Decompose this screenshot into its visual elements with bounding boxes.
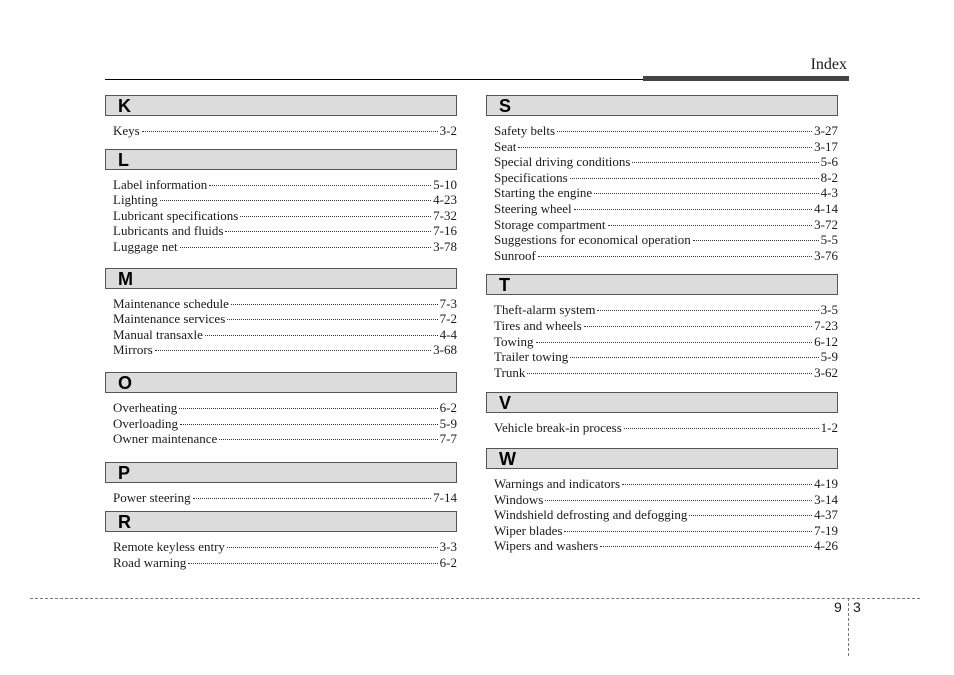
index-entry [113, 177, 457, 193]
index-entry-page: 7-32 [433, 207, 457, 223]
index-section-o [105, 372, 457, 462]
dot-leader [219, 439, 437, 440]
index-entry-page: 4-26 [814, 538, 838, 554]
index-entry-label: Theft-alarm system [494, 302, 596, 318]
index-entry-page: 3-76 [814, 247, 838, 263]
index-entry [113, 539, 457, 555]
dot-leader [624, 428, 819, 429]
dot-leader [227, 547, 438, 548]
index-entry [113, 431, 457, 447]
index-entry [113, 400, 457, 416]
index-entry-page: 4-19 [814, 475, 838, 491]
index-entry [494, 507, 838, 523]
index-entry-page: 4-37 [814, 507, 838, 523]
index-entry-label: Road warning [113, 554, 187, 570]
index-entry-page: 3-68 [433, 342, 457, 358]
index-entry-label: Luggage net [113, 238, 178, 254]
dot-leader [632, 162, 818, 163]
index-entry-label: Maintenance services [113, 311, 226, 327]
index-entry-page: 3-3 [439, 539, 457, 555]
dot-leader [205, 335, 438, 336]
dot-leader [240, 216, 431, 217]
index-entry-page: 5-5 [820, 232, 838, 248]
section-spacer [105, 358, 457, 372]
index-entry-label: Power steering [113, 489, 191, 505]
index-entry-list [105, 289, 457, 358]
index-entry-page: 4-4 [439, 326, 457, 342]
index-entry-label: Remote keyless entry [113, 539, 225, 555]
section-spacer [486, 436, 838, 448]
dot-leader [597, 310, 818, 311]
dot-leader [557, 131, 812, 132]
index-entry [113, 192, 457, 208]
index-entry-page: 6-12 [814, 333, 838, 349]
index-section-k [105, 95, 457, 149]
index-entry-label: Lubricants and fluids [113, 223, 224, 239]
index-entry [494, 492, 838, 508]
index-entry-label: Label information [113, 176, 208, 192]
index-entry-label: Steering wheel [494, 200, 572, 216]
index-entry [113, 555, 457, 571]
index-entry [494, 318, 838, 334]
index-entry-label: Overloading [113, 415, 178, 431]
index-entry [494, 232, 838, 248]
index-entry [494, 154, 838, 170]
index-entry-page: 4-23 [433, 192, 457, 208]
index-entry-label: Overheating [113, 399, 178, 415]
index-entry-page: 3-72 [814, 216, 838, 232]
header-rule-thick [643, 76, 849, 81]
dot-leader [180, 247, 432, 248]
dot-leader [155, 350, 431, 351]
section-letter-header: L [105, 149, 457, 170]
dot-leader [209, 185, 431, 186]
index-entry-label: Seat [494, 138, 517, 154]
dot-leader [574, 209, 813, 210]
index-entry-list [486, 469, 838, 554]
dot-leader [225, 231, 431, 232]
index-entry-page: 4-3 [820, 185, 838, 201]
index-entry-list [105, 393, 457, 447]
index-column-left [105, 95, 457, 571]
section-spacer [105, 255, 457, 268]
index-entry-label: Mirrors [113, 342, 153, 358]
index-entry [494, 523, 838, 539]
index-entry [494, 349, 838, 365]
dot-leader [693, 240, 819, 241]
index-entry-label: Specifications [494, 169, 568, 185]
index-entry [113, 342, 457, 358]
index-entry-page: 7-23 [814, 317, 838, 333]
footer-page-number: 3 [853, 599, 861, 615]
index-entry-page: 7-2 [439, 311, 457, 327]
index-entry-page: 3-5 [820, 302, 838, 318]
index-entry [113, 311, 457, 327]
dot-leader [570, 357, 818, 358]
index-entry-page: 8-2 [820, 169, 838, 185]
index-entry [494, 185, 838, 201]
dot-leader [193, 498, 432, 499]
index-entry-page: 5-9 [439, 415, 457, 431]
index-section-p [105, 462, 457, 512]
index-entry-page: 7-7 [439, 431, 457, 447]
index-entry-label: Owner maintenance [113, 431, 218, 447]
index-entry [494, 139, 838, 155]
index-entry-label: Maintenance schedule [113, 295, 229, 311]
index-entry-list [105, 170, 457, 255]
index-entry-page: 3-62 [814, 364, 838, 380]
index-entry-label: Manual transaxle [113, 326, 203, 342]
dot-leader [538, 256, 812, 257]
index-entry-label: Special driving conditions [494, 154, 631, 170]
index-entry-label: Lighting [113, 192, 158, 208]
footer-rule [30, 598, 920, 599]
dot-leader [227, 319, 437, 320]
index-entry-label: Keys [113, 123, 140, 138]
index-entry [494, 420, 838, 436]
index-entry-label: Trunk [494, 364, 526, 380]
index-entry-page: 3-78 [433, 238, 457, 254]
section-spacer [105, 447, 457, 462]
index-entry [494, 476, 838, 492]
index-entry [494, 123, 838, 139]
index-entry-page: 7-19 [814, 522, 838, 538]
index-entry [494, 248, 838, 264]
section-letter-header: M [105, 268, 457, 289]
index-entry [113, 208, 457, 224]
index-entry [113, 327, 457, 343]
index-entry-label: Wiper blades [494, 522, 563, 538]
index-entry-page: 1-2 [820, 420, 838, 436]
index-entry-list [486, 413, 838, 436]
section-spacer [486, 554, 838, 567]
index-entry [113, 223, 457, 239]
index-section-r [105, 511, 457, 570]
index-entry-label: Vehicle break-in process [494, 420, 622, 436]
index-entry-page: 5-6 [820, 154, 838, 170]
index-entry [113, 296, 457, 312]
section-spacer [105, 139, 457, 149]
index-section-m [105, 268, 457, 372]
section-letter-header: S [486, 95, 838, 116]
index-section-v [486, 392, 838, 448]
dot-leader [689, 515, 812, 516]
index-entry [113, 416, 457, 432]
index-entry-label: Starting the engine [494, 185, 593, 201]
section-letter-header: O [105, 372, 457, 393]
index-entry-label: Safety belts [494, 123, 556, 138]
dot-leader [594, 193, 818, 194]
index-entry-list [105, 483, 457, 506]
index-entry-page: 7-16 [433, 223, 457, 239]
index-entry-page: 7-3 [439, 295, 457, 311]
dot-leader [608, 225, 813, 226]
dot-leader [570, 178, 819, 179]
index-entry [113, 123, 457, 139]
index-entry-label: Sunroof [494, 247, 536, 263]
dot-leader [622, 484, 812, 485]
index-entry [494, 201, 838, 217]
index-entry-list [486, 116, 838, 263]
index-entry-label: Towing [494, 333, 534, 349]
index-entry [113, 239, 457, 255]
index-entry-page: 3-27 [814, 123, 838, 138]
dot-leader [536, 342, 813, 343]
dot-leader [545, 500, 812, 501]
index-entry-page: 3-14 [814, 491, 838, 507]
index-entry-page: 5-10 [433, 176, 457, 192]
section-letter-header: P [105, 462, 457, 483]
index-entry [494, 302, 838, 318]
index-column-right [486, 95, 838, 567]
index-entry-label: Suggestions for economical operation [494, 232, 691, 248]
index-entry-label: Windshield defrosting and defogging [494, 507, 688, 523]
section-spacer [486, 263, 838, 274]
index-entry-page: 7-14 [433, 489, 457, 505]
index-entry-label: Warnings and indicators [494, 475, 621, 491]
index-entry-label: Storage compartment [494, 216, 606, 232]
dot-leader [180, 424, 438, 425]
index-entry-label: Wipers and washers [494, 538, 599, 554]
index-entry [494, 538, 838, 554]
index-entry-label: Trailer towing [494, 349, 569, 365]
index-section-t [486, 274, 838, 392]
index-entry [113, 490, 457, 506]
dot-leader [231, 304, 438, 305]
dot-leader [160, 200, 431, 201]
index-entry-page: 6-2 [439, 554, 457, 570]
index-entry-page: 3-2 [439, 123, 457, 138]
dot-leader [179, 408, 437, 409]
dot-leader [518, 147, 812, 148]
index-entry-label: Windows [494, 491, 544, 507]
index-entry [494, 217, 838, 233]
index-entry [494, 334, 838, 350]
dot-leader [584, 326, 813, 327]
index-section-w [486, 448, 838, 567]
dot-leader [600, 546, 812, 547]
index-entry-list [105, 116, 457, 139]
section-spacer [486, 380, 838, 392]
section-letter-header: V [486, 392, 838, 413]
dot-leader [142, 131, 438, 132]
dot-leader [188, 563, 437, 564]
dot-leader [564, 531, 812, 532]
index-entry-page: 4-14 [814, 200, 838, 216]
index-entry-page: 3-17 [814, 138, 838, 154]
index-entry-list [486, 295, 838, 380]
index-entry-page: 6-2 [439, 399, 457, 415]
index-section-s [486, 95, 838, 274]
footer-chapter-number: 9 [834, 599, 842, 615]
index-section-l [105, 149, 457, 268]
footer-page-divider [848, 598, 849, 656]
header-title: Index [810, 56, 847, 73]
index-entry-label: Lubricant specifications [113, 207, 239, 223]
index-entry [494, 170, 838, 186]
index-entry-label: Tires and wheels [494, 317, 582, 333]
section-letter-header: W [486, 448, 838, 469]
index-entry [494, 365, 838, 381]
dot-leader [527, 373, 812, 374]
index-entry-list [105, 532, 457, 570]
section-letter-header: K [105, 95, 457, 116]
section-letter-header: R [105, 511, 457, 532]
index-entry-page: 5-9 [820, 349, 838, 365]
section-letter-header: T [486, 274, 838, 295]
